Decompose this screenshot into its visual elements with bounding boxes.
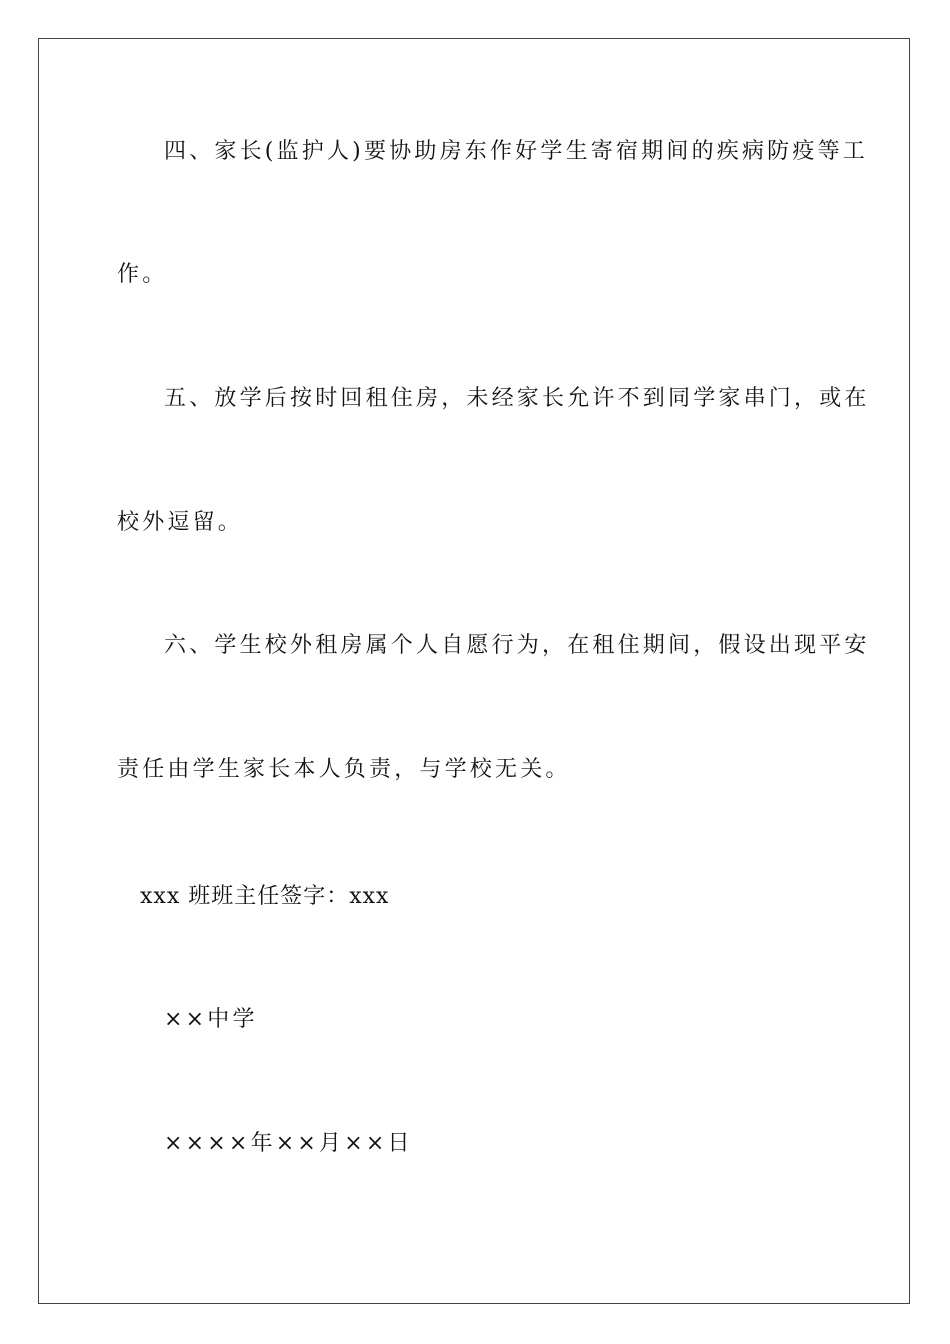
paragraph-5-line-1: 五、放学后按时回租住房，未经家长允许不到同学家串门，或在 <box>164 386 870 411</box>
paragraph-4-line-2: 作。 <box>117 262 168 287</box>
page-frame <box>38 38 910 1304</box>
school-name: ××中学 <box>164 1007 258 1032</box>
paragraph-6-line-2: 责任由学生家长本人负责，与学校无关。 <box>117 757 571 782</box>
paragraph-5-line-2: 校外逗留。 <box>117 510 244 535</box>
paragraph-4-line-1: 四、家长(监护人)要协助房东作好学生寄宿期间的疾病防疫等工 <box>164 139 868 164</box>
document-date: ××××年××月××日 <box>164 1131 413 1156</box>
teacher-signature: xxx 班班主任签字：xxx <box>140 884 390 909</box>
paragraph-6-line-1: 六、学生校外租房属个人自愿行为，在租住期间，假设出现平安 <box>164 633 870 658</box>
